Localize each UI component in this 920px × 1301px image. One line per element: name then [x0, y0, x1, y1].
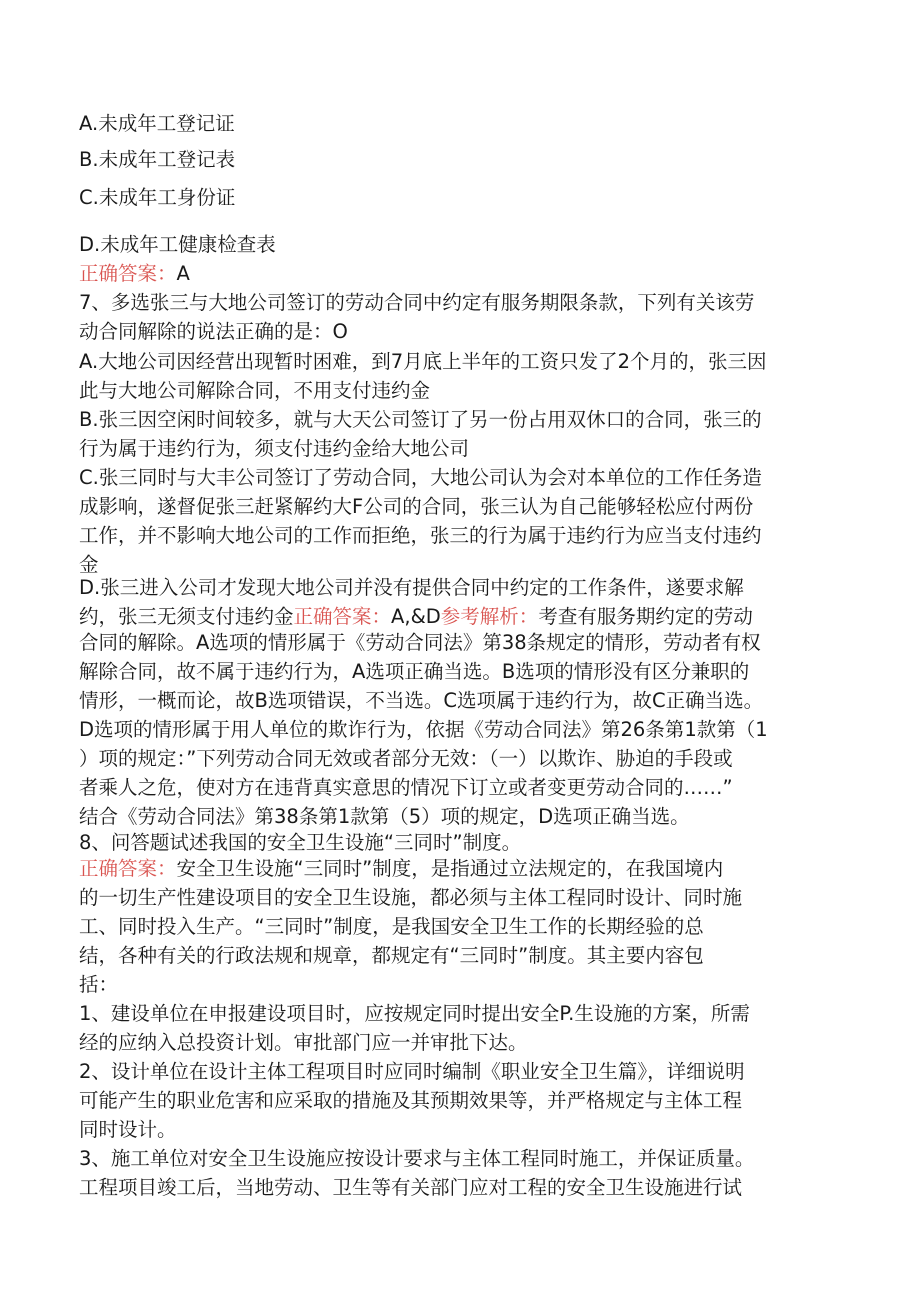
q8-answer-line [79, 857, 723, 881]
q7-stem-line: 动合同解除的说法正确的是：O [79, 320, 348, 343]
q7-analysis-line: 结合《劳动合同法》第38条第1款第（5）项的规定，D选项正确当选。 [79, 805, 690, 828]
q7-option-b-line: B.张三因空闲时间较多，就与大天公司签订了另一份占用双休口的合同，张三的 [79, 408, 762, 431]
analysis-text: 考查有服务期约定的劳动 [538, 605, 753, 628]
q8-answer-line: 经的应纳入总投资计划。审批部门应一并审批下达。 [79, 1031, 528, 1054]
q7-option-a-line: A.大地公司因经营出现暂时困难，到7月底上半年的工资只发了2个月的，张三因 [79, 350, 767, 373]
analysis-label: 参考解析： [440, 605, 539, 628]
q8-answer-line: 结，各种有关的行政法规和规章，都规定有“三同时”制度。其主要内容包 [79, 944, 704, 967]
q8-answer-line: 同时设计。 [79, 1118, 177, 1141]
answer-value: A [176, 262, 190, 285]
q7-analysis-line: 解除合同，故不属于违约行为，A选项正确当选。B选项的情形没有区分兼职的 [79, 660, 750, 683]
answer-label: 正确答案： [79, 262, 177, 285]
q7-option-c-line: 成影响，遂督促张三赶紧解约大F公司的合同，张三认为自己能够轻松应付两份 [79, 495, 754, 518]
q8-answer-line: 可能产生的职业危害和应采取的措施及其预期效果等，并严格规定与主体工程 [79, 1089, 743, 1112]
q7-option-d-line: D.张三进入公司才发现大地公司并没有提供合同中约定的工作条件，遂要求解 [79, 576, 744, 599]
q7-option-d-answer-line [79, 605, 753, 629]
q7-option-c-line: C.张三同时与大丰公司签订了劳动合同，大地公司认为会对本单位的工作任务造 [79, 466, 762, 489]
q8-answer-line: 1、建设单位在申报建设项目时，应按规定同时提出安全P.生设施的方案，所需 [79, 1002, 750, 1025]
q7-analysis-line: ）项的规定：”下列劳动合同无效或者部分无效：（一）以欺诈、胁迫的手段或 [79, 747, 733, 770]
answer-text: 安全卫生设施“三同时”制度，是指通过立法规定的，在我国境内 [176, 857, 724, 880]
q8-stem: 8、问答题试述我国的安全卫生设施“三同时”制度。 [79, 831, 522, 854]
q7-analysis-line: D选项的情形属于用人单位的欺诈行为，依据《劳动合同法》第26条第1款第（1 [79, 718, 768, 741]
option-b: B.未成年工登记表 [79, 148, 236, 171]
answer-line-prev [79, 262, 190, 286]
q7-analysis-line: 情形，一概而论，故B选项错误，不当选。C选项属于违约行为，故C正确当选。 [79, 689, 764, 712]
q7-option-b-line: 行为属于违约行为，须支付违约金给大地公司 [79, 437, 470, 460]
q7-option-c-line: 工作，并不影响大地公司的工作而拒绝，张三的行为属于违约行为应当支付违约 [79, 524, 762, 547]
q8-answer-line: 工程项目竣工后，当地劳动、卫生等有关部门应对工程的安全卫生设施进行试 [79, 1176, 743, 1199]
q8-answer-line: 工、同时投入生产。“三同时”制度，是我国安全卫生工作的长期经验的总 [79, 915, 704, 938]
answer-value: A,&D [391, 605, 441, 628]
option-c: C.未成年工身份证 [79, 186, 236, 209]
q7-analysis-line: 合同的解除。A选项的情形属于《劳动合同法》第38条规定的情形，劳动者有权 [79, 631, 761, 654]
q7-option-a-line: 此与大地公司解除合同，不用支付违约金 [79, 379, 431, 402]
q8-answer-line: 2、设计单位在设计主体工程项目时应同时编制《职业安全卫生篇》，详细说明 [79, 1060, 745, 1083]
q8-answer-line: 括： [79, 973, 119, 996]
q8-answer-line: 3、施工单位对安全卫生设施应按设计要求与主体工程同时施工，并保证质量。 [79, 1147, 755, 1170]
q7-stem-line: 7、多选张三与大地公司签订的劳动合同中约定有服务期限条款，下列有关该劳 [79, 291, 755, 314]
q8-answer-line: 的一切生产性建设项目的安全卫生设施，都必须与主体工程同时设计、同时施 [79, 886, 743, 909]
q7-option-d-end: 约，张三无须支付违约金 [79, 605, 294, 628]
option-a: A.未成年工登记证 [79, 112, 235, 135]
answer-label: 正确答案： [293, 605, 392, 628]
answer-label: 正确答案： [79, 857, 177, 880]
option-d: D.未成年工健康检查表 [79, 233, 276, 256]
q7-analysis-line: 者乘人之危，使对方在违背真实意思的情况下订立或者变更劳动合同的……” [79, 776, 733, 799]
q7-option-c-line: 金 [79, 553, 99, 576]
